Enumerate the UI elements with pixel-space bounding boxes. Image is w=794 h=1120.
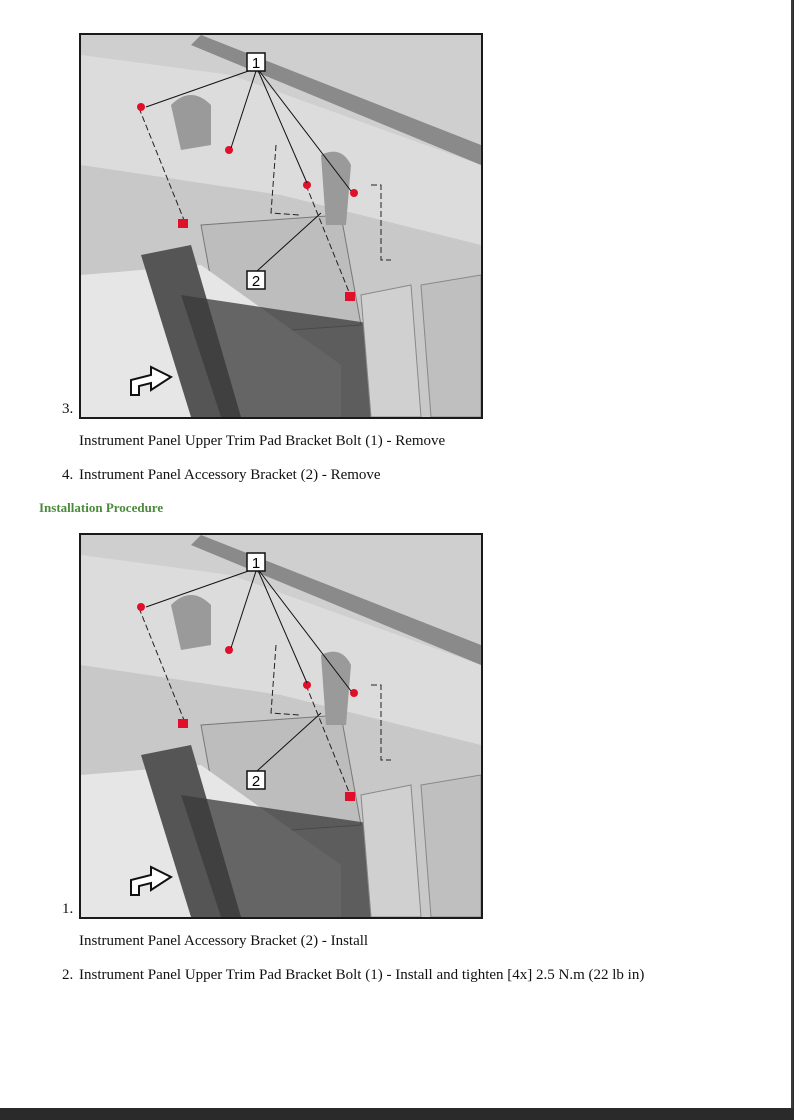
step-number: 2. <box>62 967 74 983</box>
svg-text:1: 1 <box>251 55 261 72</box>
step-number: 1. <box>62 901 74 917</box>
installation-diagram <box>79 533 483 919</box>
svg-text:1: 1 <box>251 555 261 572</box>
bracket-illustration <box>81 535 481 917</box>
bracket-illustration <box>81 35 481 417</box>
step-text: Instrument Panel Accessory Bracket (2) - Install <box>79 933 369 949</box>
step-number: 3. <box>62 401 74 417</box>
step-text: Instrument Panel Upper Trim Pad Bracket Bolt (1) - Remove <box>79 433 446 449</box>
svg-text:2: 2 <box>251 273 261 290</box>
svg-text:2: 2 <box>251 773 261 790</box>
step-text: Instrument Panel Accessory Bracket (2) - Remove <box>79 467 381 483</box>
section-heading: Installation Procedure <box>39 500 164 515</box>
removal-diagram <box>79 33 483 419</box>
step-number: 4. <box>62 467 74 483</box>
step-text: Instrument Panel Upper Trim Pad Bracket Bolt (1) - Install and tighten [4x] 2.5 N.m (22 lb in) <box>79 967 645 983</box>
